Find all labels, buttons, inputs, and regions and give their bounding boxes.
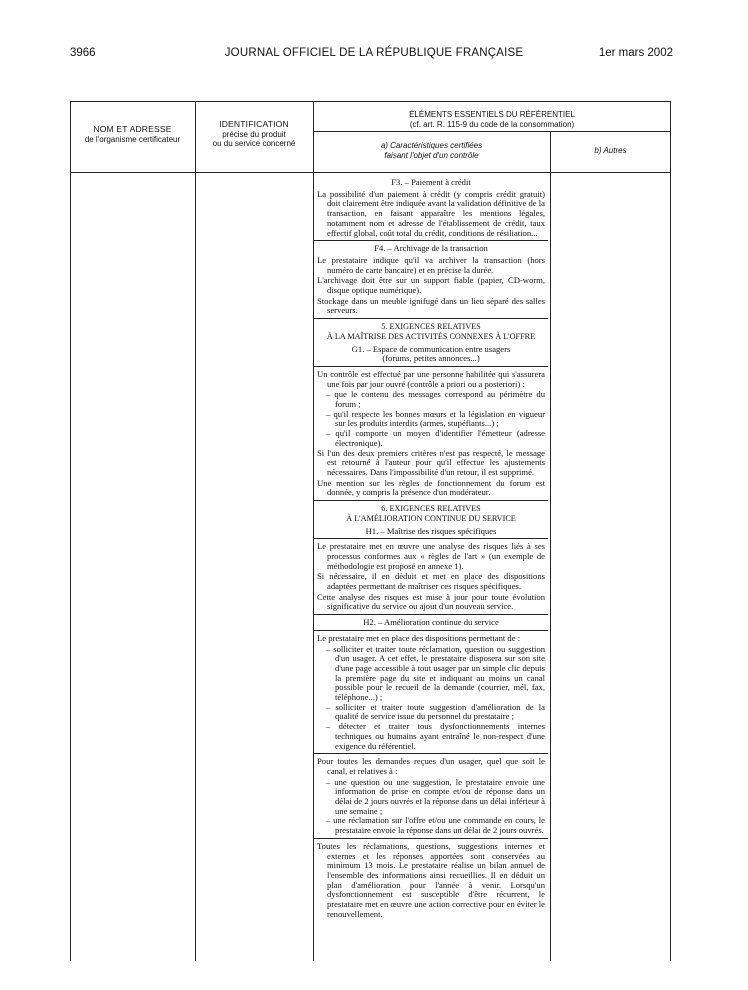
- separator: [314, 318, 548, 319]
- h1-title: H1. – Maîtrise des risques spécifiques: [365, 525, 497, 536]
- f4-paragraph-2: L'archivage doit être sur un support fiable (papier, CD-worm, disque optique numérique).: [317, 275, 545, 296]
- section-6-title-2: À L'AMÉLIORATION CONTINUE DU SERVICE: [346, 513, 516, 523]
- h2-paragraph-3: Toutes les réclamations, questions, suggestions internes et externes et les réponses apportées sont conservées au minimum 13 mois. Le prestataire réalise un bilan annuel de l'ensemble des informations ainsi recueillies. Il en déduit un plan d'amélioration pour l'année à venir. Lorsqu'un dysfonctionnement est susceptible d'être récurrent, le prestataire met en œuvre une action corrective pour en éviter le renouvellement.: [317, 840, 545, 919]
- column-divider-3: [550, 131, 551, 961]
- f3-paragraph: La possibilité d'un paiement à crédit (y compris crédit gratuit) doit clairement être indiquée avant la validation définitive de la transaction, en faisant apparaître les mentions légales, notamment nom et adresse de l'établissement de crédit, taux effectif global, coût total du crédit, conditions de résiliation...: [317, 188, 545, 238]
- header-bottom-rule: [70, 172, 671, 173]
- column-divider-2: [313, 101, 314, 961]
- g1-title-2: (forums, petites annonces...): [382, 353, 480, 364]
- col-header-identification: [195, 120, 313, 149]
- subheader-rule: [313, 131, 671, 132]
- h2-list-item-2: – solliciter et traiter toute suggestion d'amélioration de la qualité de service issue du personnel du prestataire ;: [326, 701, 545, 722]
- g1-title-1: G1. – Espace de communication entre usagers: [351, 343, 511, 354]
- separator: [314, 538, 548, 539]
- section-6-title-1: 6. EXIGENCES RELATIVES: [381, 504, 481, 514]
- section-5-title-1: 5. EXIGENCES RELATIVES: [381, 322, 481, 332]
- col-header-elements-title: ÉLÉMENTS ESSENTIELS DU RÉFÉRENTIEL: [409, 110, 575, 119]
- h2-list-item-4: – une question ou une suggestion, le prestataire envoie une information de prise en compte et/ou de réponse dans un délai de 2 jours ouvrés et la réponse dans un délai inférieur à une semaine ;: [326, 776, 545, 816]
- col-header-elements: [313, 110, 671, 129]
- separator: [314, 614, 548, 615]
- col-header-organisme: [70, 125, 195, 144]
- separator: [314, 240, 548, 241]
- g1-paragraph-1: Un contrôle est effectué par une personne habilitée qui s'assurera une fois par jour ouvré (contrôle a priori ou a posteriori) :: [317, 368, 545, 389]
- col-header-caracteristiques: [313, 141, 550, 160]
- referentiel-body: [317, 175, 545, 921]
- col-header-autres-title: b) Autres: [594, 146, 627, 155]
- h1-paragraph-3: Cette analyse des risques est mise à jour pour toute évolution significative du service ou ajout d'un nouveau service.: [317, 591, 545, 612]
- section-5-title-2: À LA MAÎTRISE DES ACTIVITÉS CONNEXES À L'OFFRE: [326, 331, 536, 341]
- separator: [314, 838, 548, 839]
- col-header-caracteristiques-1: a) Caractéristiques certifiées: [380, 141, 483, 150]
- separator: [314, 753, 548, 754]
- f3-title: F3. – Paiement à crédit: [391, 177, 471, 187]
- g1-paragraph-3: Une mention sur les règles de fonctionnement du forum est donnée, y compris la présence d'un modérateur.: [317, 477, 545, 498]
- g1-list-item-1: – que le contenu des messages correspond au périmètre du forum ;: [326, 389, 545, 410]
- journal-title: JOURNAL OFFICIEL DE LA RÉPUBLIQUE FRANÇAISE: [224, 47, 524, 59]
- g1-paragraph-2: Si l'un des deux premiers critères n'est pas respecté, le message est retourné à l'auteur pour qu'il effectue les ajustements nécessaires. Dans l'impossibilité d'un retour, il est supprimé.: [317, 447, 545, 477]
- column-divider-1: [195, 101, 196, 961]
- h2-paragraph-1: Le prestataire met en place des dispositions permettant de :: [317, 632, 521, 643]
- col-header-autres: [550, 146, 671, 156]
- col-header-caracteristiques-2: faisant l'objet d'un contrôle: [384, 150, 479, 160]
- f4-title: F4. – Archivage de la transaction: [374, 243, 488, 254]
- col-header-identification-sub1: précise du produit: [222, 129, 286, 139]
- separator: [314, 630, 548, 631]
- col-header-elements-sub: (cf. art. R. 115-9 du code de la consommation): [409, 119, 575, 129]
- separator: [314, 500, 548, 501]
- separator: [314, 366, 548, 367]
- publication-date: 1er mars 2002: [598, 47, 673, 59]
- col-header-organisme-sub: de l'organisme certificateur: [84, 134, 181, 144]
- h2-list-item-3: – détecter et traiter tous dysfonctionnements internes techniques ou humains ayant entraîné le non-respect d'une exigence du référentiel.: [326, 721, 545, 751]
- page-number: 3966: [70, 47, 96, 59]
- h2-paragraph-2: Pour toutes les demandes reçues d'un usager, quel que soit le canal, et relatives à :: [317, 756, 545, 776]
- h1-paragraph-2: Si nécessaire, il en déduit et met en place des dispositions adaptées permettant de maîtriser ces risques spécifiques.: [317, 571, 545, 592]
- f4-paragraph-3: Stockage dans un meuble ignifugé dans un lieu séparé des salles serveurs.: [317, 295, 545, 316]
- g1-list-item-2: – qu'il respecte les bonnes mœurs et la législation en vigueur sur les produits interdits (armes, stupéfiants...) ;: [326, 408, 545, 429]
- col-header-identification-title: IDENTIFICATION: [219, 119, 289, 129]
- h2-list-item-1: – solliciter et traiter toute réclamation, question ou suggestion d'un usager. A cet effet, le prestataire disposera sur son site d'une page accessible à tout usager par un simple clic depuis la première page du site et indiquant au moins un canal possible pour le recueil de la demande (courrier, mél, fax, téléphone...) ;: [326, 643, 545, 703]
- h2-list-item-5: – une réclamation sur l'offre et/ou une commande en cours, le prestataire envoie la réponse dans un délai de 2 jours ouvrés.: [326, 815, 545, 836]
- h1-paragraph-1: Le prestataire met en œuvre une analyse des risques liés à ses processus conformes aux « règles de l'art » (un exemple de méthodologie est proposé en annexe 1).: [317, 541, 545, 571]
- col-header-identification-sub2: ou du service concerné: [212, 139, 296, 148]
- g1-list-item-3: – qu'il comporte un moyen d'identifier l'émetteur (adresse électronique).: [326, 428, 545, 448]
- col-header-organisme-title: NOM ET ADRESSE: [93, 124, 172, 134]
- h2-title: H2. – Amélioration continue du service: [363, 617, 499, 628]
- f4-paragraph-1: Le prestataire indique qu'il va archiver la transaction (hors numéro de carte bancaire) et en précise la durée.: [317, 254, 545, 275]
